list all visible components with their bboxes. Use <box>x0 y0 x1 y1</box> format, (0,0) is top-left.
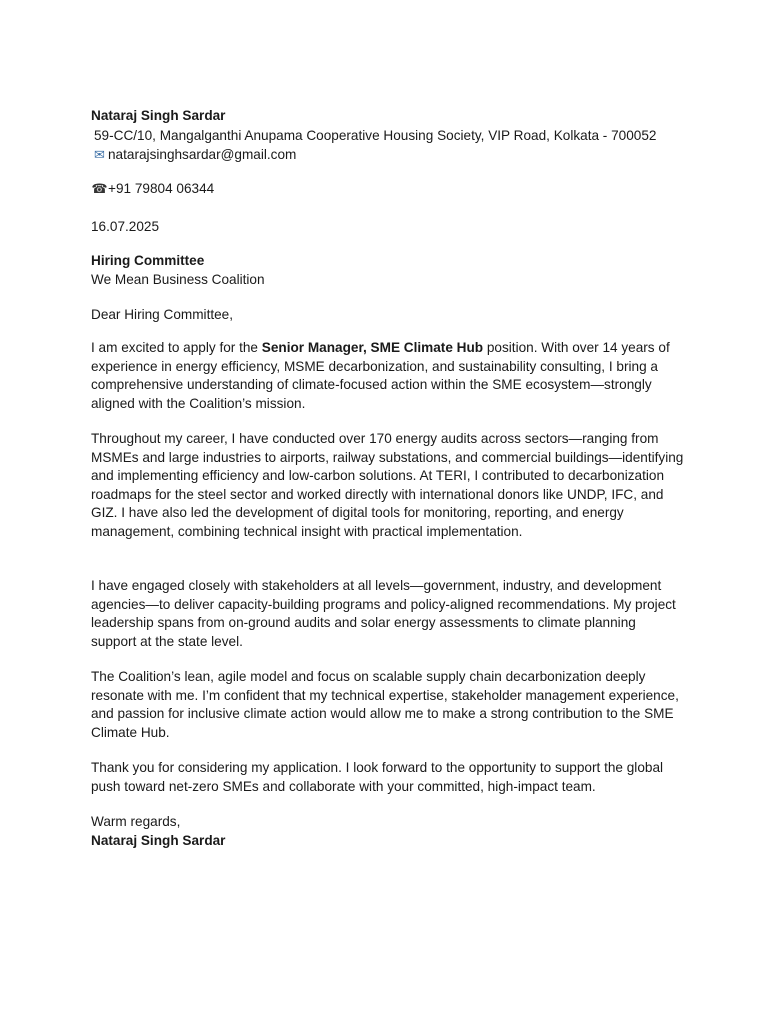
recipient-organization: We Mean Business Coalition <box>91 272 265 287</box>
body-paragraph-5: Thank you for considering my application. I look forward to the opportunity to support the global push toward net-zero SMEs and collaborate with your committed, high-impact team. <box>91 760 664 794</box>
body-paragraph-3: I have engaged closely with stakeholders at all levels—government, industry, and development agencies—to deliver capacity-building programs and policy-aligned recommendations. My project leadership spans from on-ground audits and solar energy assessments to climate planning support at the state level. <box>91 578 676 649</box>
sender-phone: +91 79804 06344 <box>108 181 215 196</box>
signature: Nataraj Singh Sardar <box>91 833 226 848</box>
position-title: Senior Manager, SME Climate Hub <box>261 340 484 355</box>
p1-text-start: I am excited to apply for the <box>91 340 262 355</box>
sender-email: natarajsinghsardar@gmail.com <box>108 147 297 162</box>
phone-icon: ☎ <box>91 182 108 197</box>
recipient-title: Hiring Committee <box>91 253 205 268</box>
sender-email-line <box>91 145 296 165</box>
email-icon: ✉ <box>94 148 105 163</box>
salutation: Dear Hiring Committee, <box>91 307 234 322</box>
closing: Warm regards, <box>91 814 181 829</box>
body-paragraph-4: The Coalition’s lean, agile model and focus on scalable supply chain decarbonization deeply resonate with me. I’m confident that my technical expertise, stakeholder management experience, and passion for inclusive climate action would allow me to make a strong contribution to the SME Climate Hub. <box>91 669 679 740</box>
sender-address: 59-CC/10, Mangalganthi Anupama Cooperative Housing Society, VIP Road, Kolkata - 700052 <box>94 128 657 143</box>
body-paragraph-2: Throughout my career, I have conducted over 170 energy audits across sectors—ranging from MSMEs and large industries to airports, railway substations, and commercial buildings—identifying and implementing efficiency and low-carbon solutions. At TERI, I contributed to decarbonization roadmaps for the steel sector and worked directly with international donors like UNDP, IFC, and GIZ. I have also led the development of digital tools for monitoring, reporting, and energy management, combining technical insight with practical implementation. <box>91 431 684 539</box>
sender-phone-line <box>91 179 214 199</box>
sender-name: Nataraj Singh Sardar <box>91 108 226 123</box>
p1-text-end: position. With over 14 years of experience in energy efficiency, MSME decarbonization, and sustainability consulting, I bring a comprehensive understanding of climate-focused action within the SME ecosystem—strongly aligned with the Coalition’s mission. <box>91 340 670 411</box>
letter-date: 16.07.2025 <box>91 219 160 234</box>
body-paragraph-1 <box>91 339 691 413</box>
